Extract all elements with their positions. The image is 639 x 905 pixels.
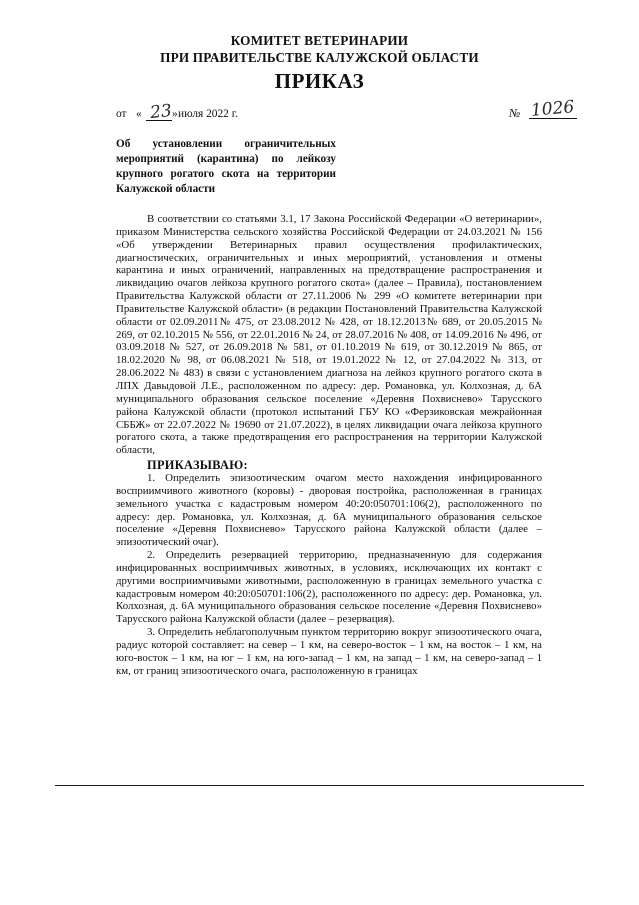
preamble-paragraph: В соответствии со статьями 3.1, 17 Закона Российской Федерации «О ветеринарии», приказом Министерства сельского хозяйства Российской Федерации от 24.03.2021 № 156 «Об утверждении Ветеринарных правил осуществления профилактических, диагностических, ограничительных и иных мероприятий, установления и отмены карантина и иных ограничений, направленных на предотвращение распространения и ликвидацию очагов лейкоза крупного рогатого скота» (далее – Правила), постановлением Правительства Калужской области от 27.11.2006 № 299 «О комитете ветеринарии при Правительстве Калужской области» (в редакции Постановлений Правительства Калужской области от 02.09.2011№ 475, от 23.08.2012 № 428, от 18.12.2013№ 689, от 20.05.2015 № 269, от 02.10.2015 № 556, от 22.01.2016 № 24, от 28.07.2016 № 408, от 14.09.2016 № 496, от 03.09.2018 № 527, от 26.09.2018 № 581, от 01.10.2019 № 619, от 30.12.2019 № 865, от 18.02.2020 № 98, от 06.08.2021 № 518, от 19.01.2022 № 12, от 27.04.2022 № 313, от 28.06.2022 № 483) в связи с установлением диагноза на лейкоз крупного рогатого скота в ЛПХ Давыдовой Л.Е., расположенном по адресу: дер. Романовка, ул. Колхозная, д. 6А муниципального образования сельское поселение «Деревня Похвиснево» Тарусского района Калужской области (протокол испытаний ГБУ КО «Ферзиковская межрайонная СББЖ» от 22.07.2022 № 19690 от 21.07.2022), в целях ликвидации очага лейкоза крупного рогатого скота, а также предотвращения его распространения на территории Калужской области, xyxy=(116,213,542,457)
page-bottom-rule xyxy=(55,785,584,786)
order-item-3: 3. Определить неблагополучным пунктом территорию вокруг эпизоотического очага, радиус которой составляет: на север – 1 км, на северо-восток – 1 км, на восток – 1 км, на юго-восток – 1 км, на юг – 1 км, на юго-запад – 1 км, на запад – 1 км, на северо-запад – 1 км, от границ эпизоотического очага, расположенную в границах xyxy=(116,626,542,677)
number-sign: № xyxy=(509,106,520,120)
order-heading: ПРИКАЗЫВАЮ: xyxy=(147,458,248,473)
header-organization: КОМИТЕТ ВЕТЕРИНАРИИ xyxy=(230,33,409,48)
header-organization-subtitle: ПРИ ПРАВИТЕЛЬСТВЕ КАЛУЖСКОЙ ОБЛАСТИ xyxy=(160,50,479,65)
number-underline xyxy=(529,118,577,119)
document-type-title: ПРИКАЗ xyxy=(274,69,365,93)
date-prefix: от xyxy=(116,108,127,120)
date-open-quote: « xyxy=(136,108,142,120)
order-subject: Об установлении ограничительных мероприятий (карантина) по лейкозу крупного рогатого скота на территории Калужской области xyxy=(116,138,336,196)
date-day-underline xyxy=(146,120,172,121)
date-month-year: июля 2022 г. xyxy=(178,108,238,120)
order-body xyxy=(116,213,542,678)
date-close-quote: » xyxy=(172,108,178,120)
order-item-1: 1. Определить эпизоотическим очагом место нахождения инфицированного восприимчивого животного (коровы) - дворовая постройка, расположенная в границах земельного участка с кадастровым номером 40:20:050701:106(2), расположенного по адресу: дер. Романовка, ул. Колхозная, д. 6А муниципального образования сельское поселение «Деревня Похвиснево» Тарусского района Калужской области (далее – эпизоотический очаг). xyxy=(116,472,542,549)
number-value-handwritten: 1026 xyxy=(530,97,576,121)
date-day-handwritten: 23 xyxy=(149,100,173,124)
order-item-2: 2. Определить резервацией территорию, предназначенную для содержания инфицированных восприимчивых животных, в условиях, исключающих их контакт с другими восприимчивыми животными, расположенную в границах земельного участка с кадастровым номером 40:20:050701:106(2), расположенного по адресу: дер. Романовка, ул. Колхозная, д. 6А муниципального образования сельское поселение «Деревня Похвиснево» Тарусского района Калужской области (далее – резервация). xyxy=(116,549,542,626)
